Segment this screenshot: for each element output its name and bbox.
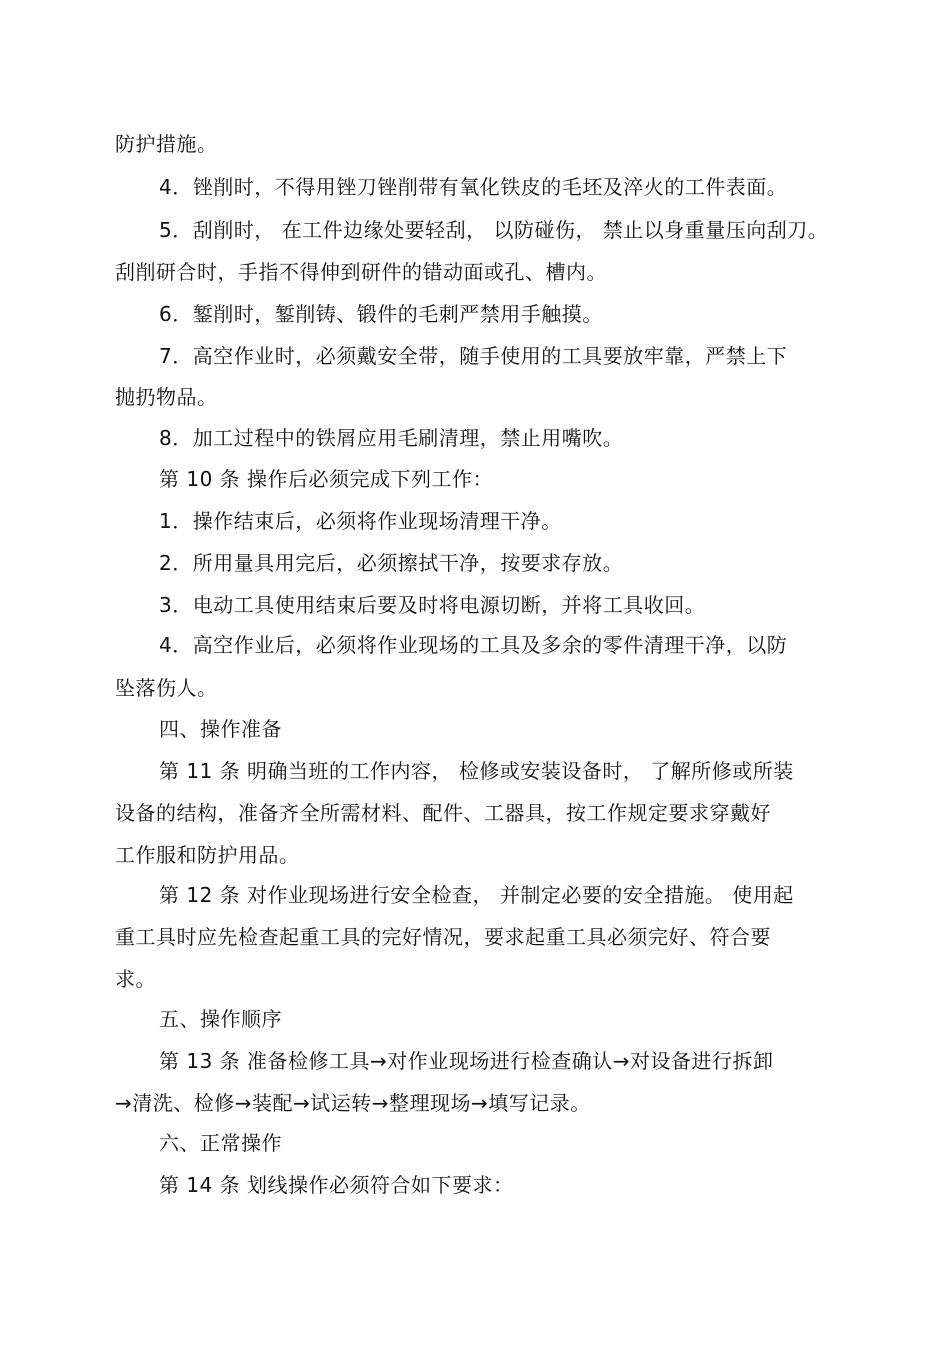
paragraph-line: 防护措施。 xyxy=(115,132,218,156)
paragraph-line: 7．高空作业时，必须戴安全带，随手使用的工具要放牢靠，严禁上下 xyxy=(159,344,788,368)
paragraph-line: 6．錾削时，錾削铸、锻件的毛刺严禁用手触摸。 xyxy=(159,302,603,326)
section-heading: 六、正常操作 xyxy=(159,1131,282,1155)
paragraph-line: 坠落伤人。 xyxy=(115,676,218,700)
paragraph-line: 5．刮削时， 在工件边缘处要轻刮， 以防碰伤， 禁止以身重量压向刮刀。 xyxy=(159,218,829,242)
paragraph-line: 抛扔物品。 xyxy=(115,385,218,409)
paragraph-line: 重工具时应先检查起重工具的完好情况，要求起重工具必须完好、符合要 xyxy=(115,925,771,949)
section-heading: 四、操作准备 xyxy=(159,717,282,741)
paragraph-line: 工作服和防护用品。 xyxy=(115,843,300,867)
paragraph-line: 设备的结构，准备齐全所需材料、配件、工器具，按工作规定要求穿戴好 xyxy=(115,801,771,825)
paragraph-line: 4．锉削时，不得用锉刀锉削带有氧化铁皮的毛坯及淬火的工件表面。 xyxy=(159,175,788,199)
paragraph-line: →清洗、检修→装配→试运转→整理现场→填写记录。 xyxy=(115,1091,591,1115)
paragraph-line: 2．所用量具用完后，必须擦拭干净，按要求存放。 xyxy=(159,551,624,575)
paragraph-line: 3．电动工具使用结束后要及时将电源切断，并将工具收回。 xyxy=(159,593,706,617)
paragraph-line: 4．高空作业后，必须将作业现场的工具及多余的零件清理干净，以防 xyxy=(159,633,788,657)
paragraph-line: 8．加工过程中的铁屑应用毛刷清理，禁止用嘴吹。 xyxy=(159,426,624,450)
section-heading: 五、操作顺序 xyxy=(159,1007,282,1031)
paragraph-line: 1．操作结束后，必须将作业现场清理干净。 xyxy=(159,509,562,533)
article-heading: 第 14 条 划线操作必须符合如下要求： xyxy=(159,1173,514,1197)
paragraph-line: 刮削研合时，手指不得伸到研件的错动面或孔、槽内。 xyxy=(115,260,607,284)
article-heading: 第 13 条 准备检修工具→对作业现场进行检查确认→对设备进行拆卸 xyxy=(159,1049,774,1073)
article-heading: 第 11 条 明确当班的工作内容， 检修或安装设备时， 了解所修或所装 xyxy=(159,759,794,783)
article-heading: 第 12 条 对作业现场进行安全检查， 并制定必要的安全措施。 使用起 xyxy=(159,883,794,907)
article-heading: 第 10 条 操作后必须完成下列工作： xyxy=(159,467,494,491)
paragraph-line: 求。 xyxy=(115,967,156,991)
